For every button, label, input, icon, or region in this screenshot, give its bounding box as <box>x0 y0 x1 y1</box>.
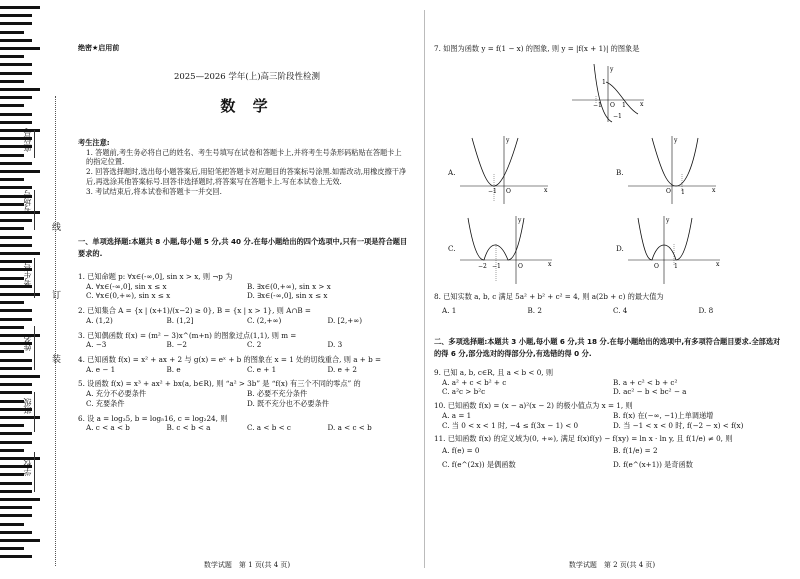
notice-item: 2. 回答选择题时,选出每小题答案后,用铅笔把答题卡对应题目的答案标号涂黑.如需改动,用橡皮擦干净后,再选涂其他答案标号.回答非选择题时,将答案写在答题卡上.写在本试卷上无效. <box>86 167 407 186</box>
question-stem: 4. 已知函数 f(x) = x² + ax + 2 与 g(x) = eˣ + b 的图象在 x = 1 处的切线重合, 则 a + b = <box>78 355 381 365</box>
barcode-stripe <box>0 375 40 378</box>
svg-text:−2: −2 <box>478 263 487 270</box>
column-divider <box>424 10 425 568</box>
question-stem: 9. 已知 a, b, c∈R, 且 a < b < 0, 则 <box>434 368 554 377</box>
svg-text:y: y <box>610 66 614 73</box>
svg-text:O: O <box>654 263 659 270</box>
svg-text:O: O <box>610 102 615 109</box>
svg-text:x: x <box>548 261 552 268</box>
fill-line <box>34 326 35 370</box>
option-a: A. ∀x∈(-∞,0], sin x ≤ x <box>86 281 167 291</box>
option-d: D. 既不充分也不必要条件 <box>247 398 329 408</box>
barcode-stripe <box>0 482 32 485</box>
question-list <box>78 272 408 438</box>
barcode-stripe <box>0 227 24 230</box>
barcode-stripe <box>0 391 32 394</box>
option-c: C. ∀x∈(0,+∞), sin x ≤ x <box>86 291 171 301</box>
question-3 <box>78 331 408 350</box>
barcode-stripe <box>0 473 24 476</box>
svg-text:y: y <box>666 217 670 224</box>
notice-title: 考生注意: <box>78 138 110 147</box>
fill-line <box>34 130 35 158</box>
barcode-stripe <box>0 6 40 9</box>
option-d: D. [2,+∞) <box>327 315 363 325</box>
barcode-stripe <box>0 359 32 362</box>
barcode-stripe <box>0 498 40 501</box>
option-a: A. 充分不必要条件 <box>86 389 147 399</box>
option-d: D. f(e^(x+1)) 是奇函数 <box>613 460 693 470</box>
svg-text:−1: −1 <box>613 113 622 120</box>
option-a: A. e − 1 <box>86 364 116 374</box>
option-c: C. a²c > b²c <box>442 387 486 397</box>
barcode-stripe <box>0 424 24 427</box>
svg-text:x: x <box>640 101 644 108</box>
question-1 <box>78 272 408 301</box>
class-label: 班级 <box>23 398 32 414</box>
option-d: D. 3 <box>327 340 343 350</box>
barcode-stripe <box>0 236 32 239</box>
fill-line <box>34 190 35 230</box>
svg-text:1: 1 <box>674 263 678 270</box>
barcode-stripe <box>0 350 24 353</box>
barcode-stripe <box>0 63 32 66</box>
option-d: D. 当 −1 < x < 0 时, f(−2 − x) < f(x) <box>613 420 744 430</box>
confidential-mark: 绝密★启用前 <box>78 44 120 52</box>
binding-char-line: 线 <box>52 223 62 233</box>
subject-title: 数 学 <box>220 97 274 115</box>
barcode-stripe <box>0 547 24 550</box>
option-a: A. −3 <box>86 340 107 350</box>
barcode-stripe <box>0 449 24 452</box>
barcode-stripe <box>0 113 32 116</box>
question-5 <box>78 379 408 408</box>
option-b: B. 2 <box>527 305 542 315</box>
question-stem: 10. 已知函数 f(x) = (x − a)²(x − 2) 的极小值点为 x = 1, 则 <box>434 401 633 411</box>
q7-option-d-label: D. <box>616 244 624 253</box>
option-a: A. a² + c < b² + c <box>442 377 507 387</box>
barcode-stripe <box>0 432 32 435</box>
page-2 <box>434 0 790 579</box>
question-9 <box>434 368 784 397</box>
barcode-stripe <box>0 72 32 75</box>
question-stem: 11. 已知函数 f(x) 的定义域为(0, +∞), 满足 f(x)f(y) − f(xy) = ln x · ln y, 且 f(1/e) ≠ 0, 则 <box>434 434 733 444</box>
barcode-stripe <box>0 490 32 493</box>
svg-text:−1: −1 <box>492 263 501 270</box>
option-d: D. 8 <box>698 305 714 315</box>
barcode-stripe <box>0 55 24 58</box>
option-c: C. a < b < c <box>247 423 291 433</box>
school-label: 学校 <box>23 460 32 476</box>
barcode-stripe <box>0 31 24 34</box>
notice-item: 3. 考试结束后,将本试卷和答题卡一并交回. <box>86 186 222 196</box>
fill-line <box>34 258 35 298</box>
option-a: A. c < a < b <box>86 423 130 433</box>
option-c: C. 2 <box>247 340 262 350</box>
barcode-stripe <box>0 203 24 206</box>
barcode-stripe <box>0 121 32 124</box>
binding-char-bind: 订 <box>52 291 62 301</box>
notice-block <box>78 138 408 196</box>
question-7-stem: 7. 如图为函数 y = f(1 − x) 的图象, 则 y = |f(x + 1)| 的图象是 <box>434 44 640 53</box>
question-list-2 <box>434 368 784 477</box>
option-d: D. ∃x∈(-∞,0], sin x ≤ x <box>247 291 328 301</box>
q7-reference-graph <box>568 62 648 124</box>
barcode-stripe <box>0 88 40 91</box>
barcode-stripe <box>0 186 32 189</box>
option-a: A. (1,2) <box>86 315 113 325</box>
question-stem: 1. 已知命题 p: ∀x∈(-∞,0], sin x > x, 则 ¬p 为 <box>78 272 233 281</box>
svg-text:y: y <box>674 137 678 144</box>
fill-line <box>34 452 35 492</box>
barcode-stripe <box>0 219 32 222</box>
question-2 <box>78 306 408 325</box>
option-c: C. 当 0 < x < 1 时, −4 ≤ f(3x − 1) < 0 <box>442 420 579 430</box>
question-6 <box>78 414 408 433</box>
candidate-number-label: 考生号 <box>23 262 32 286</box>
fill-line <box>34 392 35 432</box>
page-1-footer: 数学试题 第 1 页(共 4 页) <box>203 560 291 569</box>
question-11 <box>434 434 784 473</box>
notice-item: 1. 答题前,考生务必将自己的姓名、考生号填写在试卷和答题卡上,并将考生号条形码粘贴在答题卡上的指定位置. <box>86 147 402 167</box>
option-a: A. f(e) = 0 <box>442 446 480 456</box>
option-b: B. ∃x∈(0,+∞), sin x > x <box>247 281 331 291</box>
question-stem: 8. 已知实数 a, b, c 满足 5a² + b² + c² = 4, 则 a(2b + c) 的最大值为 <box>434 292 664 301</box>
exam-year-title: 2025—2026 学年(上)高三阶段性检测 <box>173 72 321 82</box>
name-label: 姓名 <box>23 335 32 351</box>
option-b: B. 必要不充分条件 <box>247 389 308 399</box>
question-4 <box>78 355 408 374</box>
option-d: D. e + 2 <box>327 364 357 374</box>
option-c: C. (2,+∞) <box>247 315 282 325</box>
q7-option-b-label: B. <box>616 168 624 177</box>
option-c: C. e + 1 <box>247 364 277 374</box>
barcode-stripe <box>0 170 40 173</box>
question-8 <box>434 292 784 315</box>
option-b: B. a + c² < b + c² <box>613 377 678 387</box>
q7-option-a-graph <box>458 134 550 206</box>
page-1 <box>78 0 416 579</box>
barcode-stripe <box>0 523 24 526</box>
barcode-stripe <box>0 301 24 304</box>
barcode-stripe <box>0 96 32 99</box>
barcode-stripe <box>0 244 32 247</box>
q7-option-b-graph <box>626 134 718 206</box>
barcode-stripe <box>0 47 40 50</box>
barcode-stripe <box>0 400 24 403</box>
barcode-stripe <box>0 104 24 107</box>
svg-text:x: x <box>712 187 716 194</box>
exam-room-label: 考场号 <box>23 190 32 214</box>
binding-sidebar <box>0 0 72 579</box>
option-c: C. 充要条件 <box>86 398 125 408</box>
q7-option-c-graph <box>458 214 554 286</box>
option-b: B. (1,2] <box>166 315 194 325</box>
barcode-stripe <box>0 22 32 25</box>
option-d: D. a < c < b <box>327 423 372 433</box>
barcode-stripe <box>0 514 32 517</box>
barcode-stripe <box>0 367 32 370</box>
svg-text:−1: −1 <box>488 188 497 195</box>
barcode-stripe <box>0 506 32 509</box>
svg-text:y: y <box>506 137 510 144</box>
svg-text:−1: −1 <box>593 102 602 109</box>
barcode-stripe <box>0 555 32 558</box>
barcode-stripe <box>0 14 32 17</box>
barcode-stripe <box>0 539 40 542</box>
q7-option-c-label: C. <box>448 244 456 253</box>
option-b: B. e <box>166 364 181 374</box>
section-1-heading: 一、单项选择题:本题共 8 小题,每小题 5 分,共 40 分.在每小题给出的四个选项中,只有一项是符合题目要求的. <box>78 237 408 258</box>
section-2-heading: 二、多项选择题:本题共 3 小题,每小题 6 分,共 18 分.在每小题给出的选项中,有多项符合题目要求.全部选对的得 6 分,部分选对的得部分分,有选错的得 0 分. <box>434 337 781 358</box>
option-d: D. ac² − b < bc² − a <box>613 387 687 397</box>
option-b: B. −2 <box>166 340 187 350</box>
svg-text:x: x <box>544 187 548 194</box>
barcode-stripe <box>0 318 32 321</box>
barcode-stripe <box>0 80 24 83</box>
binding-line <box>55 96 56 566</box>
q7-option-d-graph <box>626 214 722 286</box>
option-a: A. a = 1 <box>442 410 472 420</box>
svg-text:O: O <box>666 188 671 195</box>
svg-text:y: y <box>518 217 522 224</box>
barcode-stripe <box>0 309 32 312</box>
seat-number-label: 座位号 <box>23 128 32 152</box>
barcode-stripe <box>0 441 32 444</box>
barcode-stripe <box>0 531 32 534</box>
svg-text:O: O <box>506 188 511 195</box>
svg-text:1: 1 <box>622 102 626 109</box>
option-a: A. 1 <box>442 305 457 315</box>
svg-text:1: 1 <box>681 189 685 196</box>
option-c: C. 4 <box>613 305 628 315</box>
option-b: B. f(1/e) = 2 <box>613 446 658 456</box>
question-stem: 5. 设函数 f(x) = x³ + ax² + bx(a, b∈R), 则 “a² > 3b” 是 “f(x) 有三个不同的零点” 的 <box>78 379 361 389</box>
question-stem: 3. 已知偶函数 f(x) = (m² − 3)x^(m+n) 的图象过点(1,1), 则 m = <box>78 330 297 340</box>
q7-option-a-label: A. <box>448 168 456 177</box>
barcode-stripe <box>0 277 24 280</box>
barcode-stripe <box>0 383 32 386</box>
svg-text:O: O <box>518 263 523 270</box>
barcode-stripe <box>0 252 40 255</box>
barcode-stripe <box>0 178 24 181</box>
barcode-stripe <box>0 326 24 329</box>
question-10 <box>434 401 784 430</box>
barcode-stripe <box>0 162 32 165</box>
svg-text:1: 1 <box>602 79 606 86</box>
question-stem: 2. 已知集合 A = {x | (x+1)/(x−2) ≥ 0}, B = {x | x > 1}, 则 A∩B = <box>78 306 311 316</box>
option-b: B. f(x) 在(−∞, −1)上单调递增 <box>613 410 714 420</box>
option-c: C. f(e^(2x)) 是偶函数 <box>442 460 516 470</box>
binding-char-mount: 装 <box>52 355 62 365</box>
barcode-stripe <box>0 39 32 42</box>
question-stem: 6. 设 a = log₃5, b = log₅16, c = log₂24, 则 <box>78 413 228 423</box>
option-b: B. c < b < a <box>166 423 211 433</box>
barcode-stripe <box>0 154 24 157</box>
page-2-footer: 数学试题 第 2 页(共 4 页) <box>568 560 656 569</box>
svg-text:x: x <box>716 261 720 268</box>
